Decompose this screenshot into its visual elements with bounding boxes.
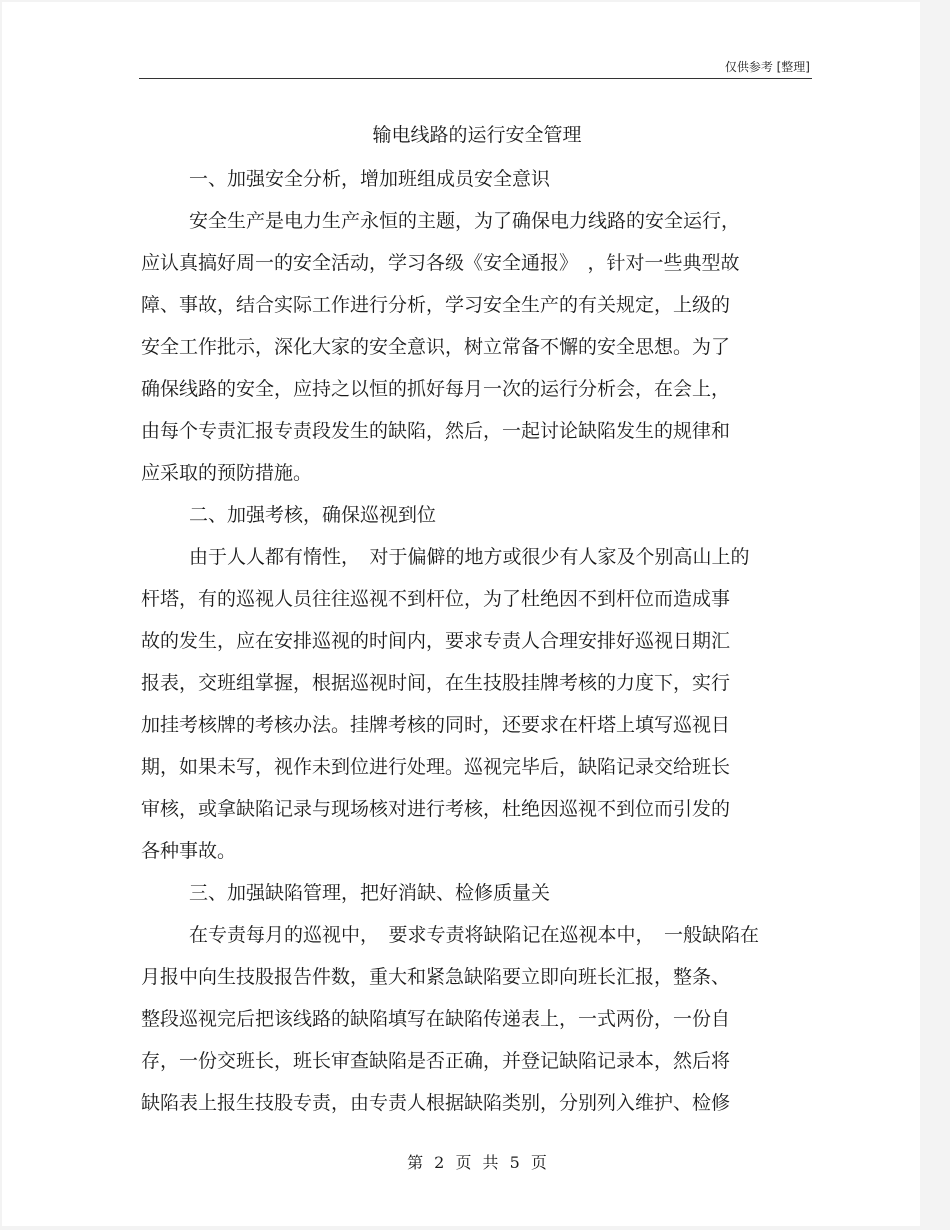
text-line: 故的发生，应在安排巡视的时间内，要求专责人合理安排好巡视日期汇 — [141, 630, 731, 652]
text-line: 期，如果未写，视作未到位进行处理。巡视完毕后，缺陷记录交给班长 — [141, 756, 731, 778]
text-line: 由每个专责汇报专责段发生的缺陷，然后，一起讨论缺陷发生的规律和 — [141, 420, 731, 442]
text-line: 审核，或拿缺陷记录与现场核对进行考核，杜绝因巡视不到位而引发的 — [141, 798, 731, 820]
body-text — [141, 158, 821, 1124]
text-line: 安全工作批示，深化大家的安全意识，树立常备不懈的安全思想。为了 — [141, 336, 731, 358]
text-line: 应采取的预防措施。 — [141, 462, 313, 484]
header-divider — [139, 78, 812, 79]
text-line: 由于人人都有惰性， 对于偏僻的地方或很少有人家及个别高山上的 — [189, 546, 750, 568]
text-line: 应认真搞好周一的安全活动，学习各级《安全通报》 ，针对一些典型故 — [141, 252, 740, 274]
text-line: 报表，交班组掌握，根据巡视时间，在生技股挂牌考核的力度下，实行 — [141, 672, 731, 694]
text-line: 加挂考核牌的考核办法。挂牌考核的同时，还要求在杆塔上填写巡视日 — [141, 714, 731, 736]
document-page — [2, 2, 920, 1226]
text-line: 缺陷表上报生技股专责，由专责人根据缺陷类别，分别列入维护、检修 — [141, 1092, 731, 1114]
text-line: 月报中向生技股报告件数，重大和紧急缺陷要立即向班长汇报，整条、 — [141, 966, 731, 988]
text-line: 各种事故。 — [141, 840, 237, 862]
text-line: 杆塔，有的巡视人员往往巡视不到杆位，为了杜绝因不到杆位而造成事 — [141, 588, 731, 610]
text-line: 三、加强缺陷管理，把好消缺、检修质量关 — [189, 882, 551, 904]
text-line: 在专责每月的巡视中， 要求专责将缺陷记在巡视本中， 一般缺陷在 — [189, 924, 760, 946]
page-footer: 第 2 页 共 5 页 — [407, 1153, 547, 1172]
text-line: 障、事故，结合实际工作进行分析，学习安全生产的有关规定，上级的 — [141, 294, 731, 316]
text-line: 安全生产是电力生产永恒的主题，为了确保电力线路的安全运行， — [189, 210, 741, 232]
text-line: 二、加强考核，确保巡视到位 — [189, 504, 437, 526]
text-line: 整段巡视完后把该线路的缺陷填写在缺陷传递表上，一式两份，一份自 — [141, 1008, 731, 1030]
text-line: 存，一份交班长，班长审查缺陷是否正确，并登记缺陷记录本，然后将 — [141, 1050, 731, 1072]
text-line: 确保线路的安全，应持之以恒的抓好每月一次的运行分析会，在会上， — [141, 378, 731, 400]
document-title: 输电线路的运行安全管理 — [372, 124, 582, 146]
header-note: 仅供参考 [整理] — [724, 60, 810, 74]
text-line: 一、加强安全分析，增加班组成员安全意识 — [189, 168, 551, 190]
